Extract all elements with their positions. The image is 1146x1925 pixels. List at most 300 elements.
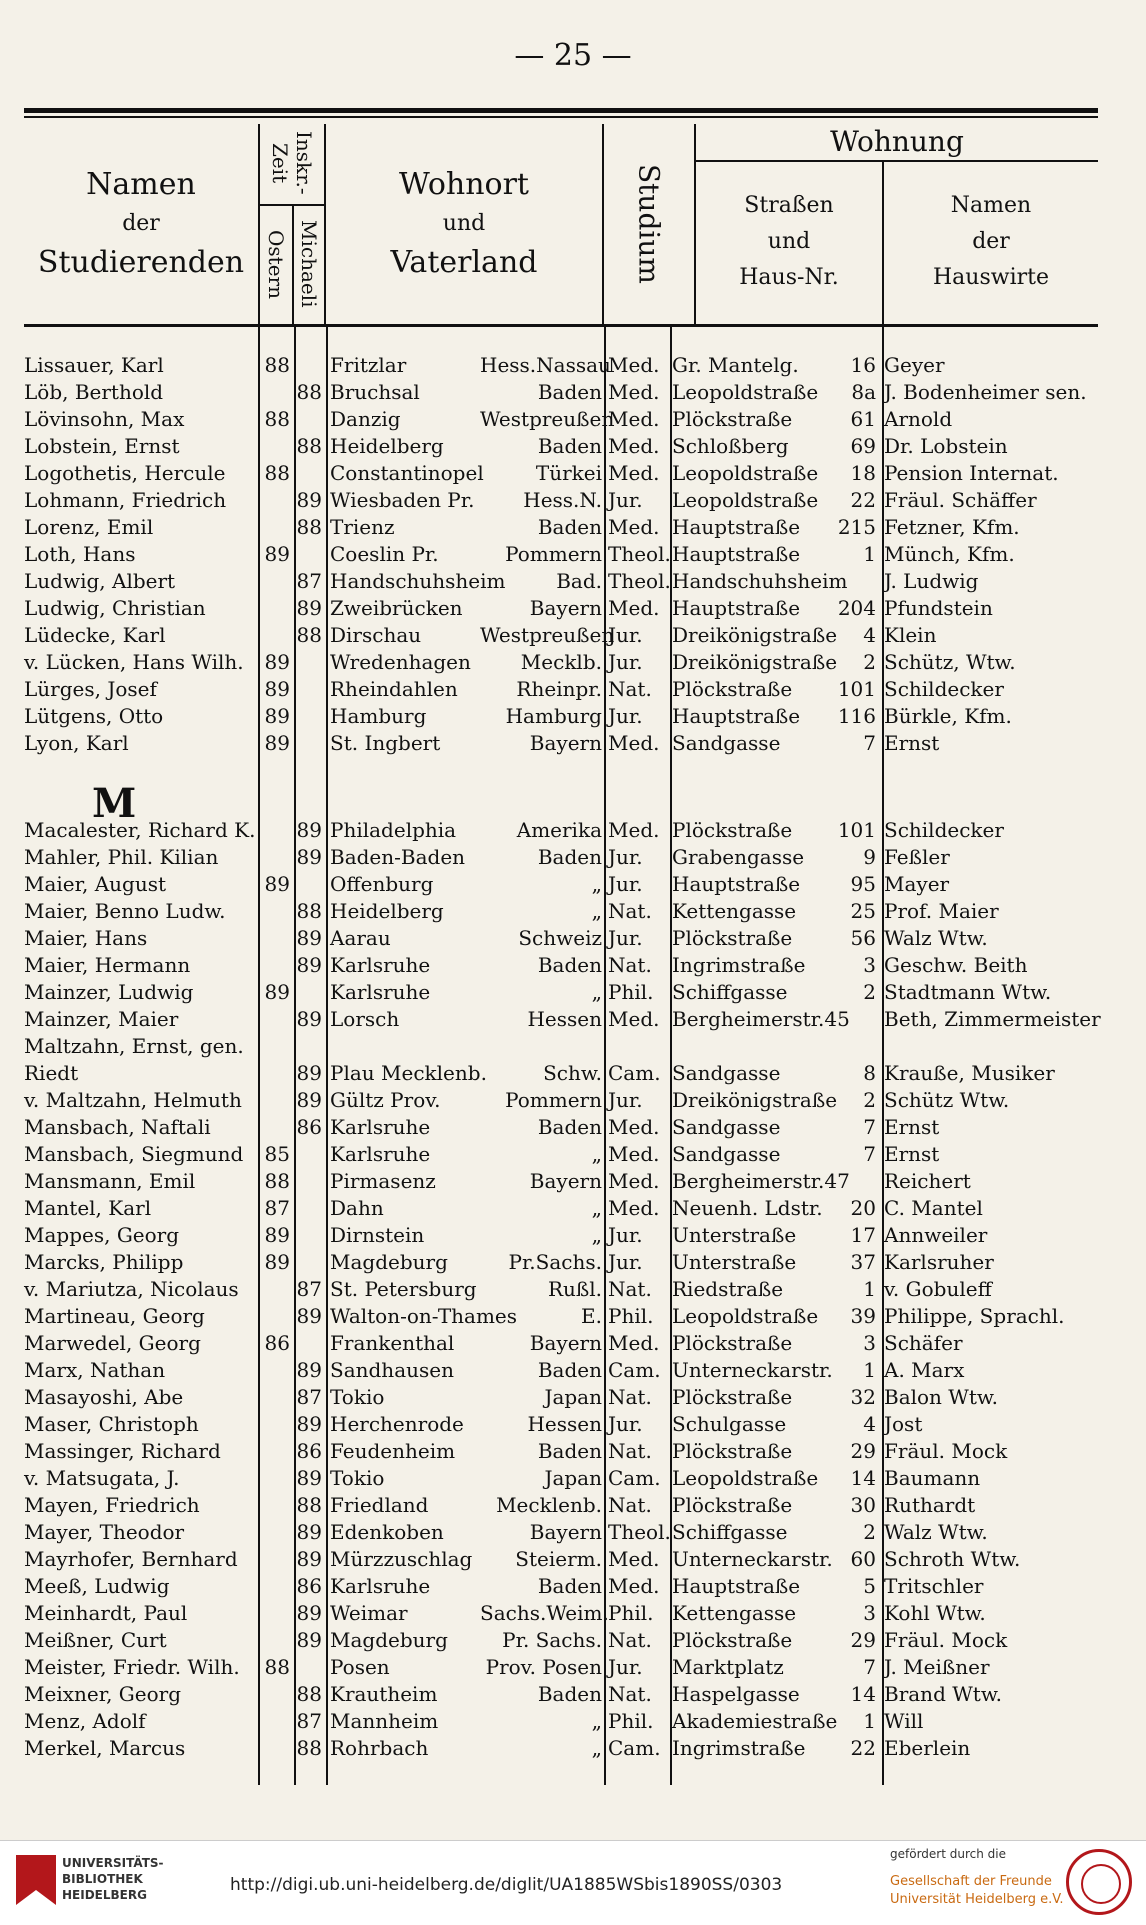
header-hauswirte: Namen der Hauswirte — [932, 193, 1049, 290]
cell-stud: Cam. — [608, 1061, 661, 1085]
cell-str: Unterneckarstr. — [672, 1547, 833, 1571]
cell-str: Schiffgasse — [672, 980, 788, 1004]
cell-str: Schloßberg — [672, 434, 789, 458]
cell-m: 88 — [296, 1736, 322, 1760]
table-row — [24, 898, 1098, 925]
cell-name: Maier, Hermann — [24, 953, 191, 977]
cell-wirt: Will — [884, 1709, 924, 1733]
cell-ort: Dirnstein — [330, 1223, 425, 1247]
table-row — [24, 703, 1098, 730]
cell-nr: 18 — [850, 461, 876, 485]
cell-stud: Jur. — [608, 1223, 643, 1247]
cell-ort: Gültz Prov. — [330, 1088, 441, 1112]
cell-m: 86 — [296, 1439, 322, 1463]
cell-nr: 7 — [863, 1115, 876, 1139]
cell-m: 89 — [296, 953, 322, 977]
table-row — [24, 379, 1098, 406]
cell-ort: Lorsch — [330, 1007, 400, 1031]
cell-land: Baden — [537, 380, 602, 404]
cell-stud: Phil. — [608, 980, 654, 1004]
cell-stud: Phil. — [608, 1304, 654, 1328]
cell-name: Massinger, Richard — [24, 1439, 221, 1463]
cell-ort: Karlsruhe — [330, 1142, 431, 1166]
cell-nr: 29 — [850, 1439, 876, 1463]
cell-m: 89 — [296, 1088, 322, 1112]
cell-str: Riedstraße — [672, 1277, 784, 1301]
cell-wirt: v. Gobuleff — [884, 1277, 992, 1301]
cell-land: Baden — [537, 1439, 602, 1463]
header-wohnort: Wohnort und Vaterland — [326, 124, 604, 324]
cell-ort: Offenburg — [330, 872, 434, 896]
table-row — [24, 1168, 1098, 1195]
cell-str: Plöckstraße — [672, 1493, 793, 1517]
cell-land: Sachs.Weim. — [480, 1601, 609, 1625]
cell-str: Schiffgasse — [672, 1520, 788, 1544]
cell-name: Ludwig, Christian — [24, 596, 206, 620]
cell-nr: 1 — [863, 1709, 876, 1733]
table-row — [24, 541, 1098, 568]
table-row — [24, 1681, 1098, 1708]
cell-ort: Coeslin Pr. — [330, 542, 439, 566]
cell-land: Pr. Sachs. — [502, 1628, 602, 1652]
library-name: UNIVERSITÄTS- BIBLIOTHEK HEIDELBERG — [62, 1856, 164, 1902]
cell-nr: 1 — [863, 1277, 876, 1301]
cell-name: Menz, Adolf — [24, 1709, 146, 1733]
cell-stud: Theol. — [608, 542, 671, 566]
cell-ort: Walton-on-Thames — [330, 1304, 518, 1328]
cell-nr: 2 — [863, 1520, 876, 1544]
cell-ort: Magdeburg — [330, 1628, 448, 1652]
cell-wirt: Pension Internat. — [884, 461, 1059, 485]
cell-name: v. Lücken, Hans Wilh. — [24, 650, 244, 674]
cell-nr: 61 — [850, 407, 876, 431]
cell-ort: Karlsruhe — [330, 953, 431, 977]
cell-str: Haspelgasse — [672, 1682, 800, 1706]
cell-ort: Karlsruhe — [330, 1115, 431, 1139]
cell-ort: Heidelberg — [330, 899, 444, 923]
cell-nr: 3 — [863, 953, 876, 977]
cell-nr: 69 — [850, 434, 876, 458]
cell-land: Hess.N. — [523, 488, 602, 512]
table-row — [24, 568, 1098, 595]
cell-o: 89 — [264, 542, 290, 566]
cell-str: Ingrimstraße — [672, 1736, 806, 1760]
cell-str: Schulgasse — [672, 1412, 787, 1436]
header-strassen: Straßen und Haus-Nr. — [696, 160, 884, 324]
cell-land: Schw. — [543, 1061, 602, 1085]
cell-land: Hamburg — [505, 704, 602, 728]
cell-wirt: Tritschler — [884, 1574, 984, 1598]
cell-name: Mayen, Friedrich — [24, 1493, 200, 1517]
cell-nr: 1 — [863, 1358, 876, 1382]
cell-str: Plöckstraße — [672, 1439, 793, 1463]
cell-stud: Nat. — [608, 1682, 652, 1706]
cell-name: Lobstein, Ernst — [24, 434, 180, 458]
cell-land: Bayern — [529, 596, 602, 620]
cell-stud: Nat. — [608, 899, 652, 923]
cell-land: Japan — [544, 1385, 602, 1409]
cell-m: 87 — [296, 1385, 322, 1409]
table-row — [24, 1519, 1098, 1546]
cell-m: 86 — [296, 1115, 322, 1139]
cell-str: Bergheimerstr.47 — [672, 1169, 850, 1193]
top-rule — [24, 108, 1098, 113]
cell-name: Lüdecke, Karl — [24, 623, 166, 647]
cell-ort: Hamburg — [330, 704, 427, 728]
cell-stud: Cam. — [608, 1736, 661, 1760]
cell-stud: Med. — [608, 353, 660, 377]
cell-o: 88 — [264, 1169, 290, 1193]
table-row — [24, 1114, 1098, 1141]
cell-ort: Pirmasenz — [330, 1169, 436, 1193]
cell-ort: Bruchsal — [330, 380, 420, 404]
cell-land: Mecklb. — [520, 650, 602, 674]
cell-m: 88 — [296, 1682, 322, 1706]
cell-wirt: Münch, Kfm. — [884, 542, 1015, 566]
cell-stud: Med. — [608, 1196, 660, 1220]
cell-m: 88 — [296, 1493, 322, 1517]
cell-str: Dreikönigstraße — [672, 623, 838, 647]
cell-ort: Plau Mecklenb. — [330, 1061, 487, 1085]
table-row — [24, 1492, 1098, 1519]
cell-stud: Jur. — [608, 1412, 643, 1436]
cell-wirt: Klein — [884, 623, 937, 647]
cell-ort: Constantinopel — [330, 461, 484, 485]
cell-stud: Med. — [608, 461, 660, 485]
cell-stud: Cam. — [608, 1358, 661, 1382]
cell-nr: 204 — [837, 596, 876, 620]
cell-str: Handschuhsheim — [672, 569, 848, 593]
cell-str: Sandgasse — [672, 1115, 781, 1139]
cell-nr: 7 — [863, 1655, 876, 1679]
cell-land: Hessen — [527, 1007, 602, 1031]
cell-str: Leopoldstraße — [672, 488, 819, 512]
cell-wirt: Fetzner, Kfm. — [884, 515, 1020, 539]
cell-m: 88 — [296, 434, 322, 458]
cell-nr: 101 — [837, 818, 876, 842]
cell-name: Mainzer, Ludwig — [24, 980, 194, 1004]
cell-m: 89 — [296, 488, 322, 512]
cell-stud: Phil. — [608, 1709, 654, 1733]
cell-stud: Jur. — [608, 704, 643, 728]
cell-str: Neuenh. Ldstr. — [672, 1196, 823, 1220]
cell-name: Mansbach, Siegmund — [24, 1142, 244, 1166]
cell-nr: 25 — [850, 899, 876, 923]
cell-stud: Jur. — [608, 488, 643, 512]
cell-land: Mecklenb. — [496, 1493, 602, 1517]
cell-land: „ — [591, 1709, 602, 1733]
cell-wirt: Schütz, Wtw. — [884, 650, 1016, 674]
cell-land: Steierm. — [515, 1547, 602, 1571]
table-row — [24, 979, 1098, 1006]
cell-name: Mappes, Georg — [24, 1223, 180, 1247]
funded-by-label: gefördert durch die — [890, 1847, 1006, 1861]
cell-nr: 4 — [863, 623, 876, 647]
cell-m: 88 — [296, 380, 322, 404]
cell-stud: Nat. — [608, 677, 652, 701]
cell-wirt: Jost — [884, 1412, 923, 1436]
cell-m: 89 — [296, 818, 322, 842]
cell-stud: Theol. — [608, 1520, 671, 1544]
cell-name: Maier, Benno Ludw. — [24, 899, 226, 923]
cell-m: 88 — [296, 623, 322, 647]
table-row — [24, 433, 1098, 460]
society-name: Gesellschaft der Freunde Universität Heidelberg e.V. — [890, 1874, 1064, 1907]
cell-wirt: Kraußе, Musiker — [884, 1061, 1055, 1085]
cell-wirt: C. Mantel — [884, 1196, 983, 1220]
table-row — [24, 487, 1098, 514]
table-row — [24, 1654, 1098, 1681]
table-row — [24, 925, 1098, 952]
cell-ort: Heidelberg — [330, 434, 444, 458]
cell-land: E. — [581, 1304, 602, 1328]
cell-ort: Dahn — [330, 1196, 384, 1220]
cell-nr: 8 — [863, 1061, 876, 1085]
cell-m: 89 — [296, 596, 322, 620]
table-row — [24, 1600, 1098, 1627]
university-seal-icon — [1066, 1849, 1132, 1915]
cell-name: Mansbach, Naftali — [24, 1115, 211, 1139]
cell-ort: Wiesbaden Pr. — [330, 488, 475, 512]
cell-str: Dreikönigstraße — [672, 650, 838, 674]
cell-m: 89 — [296, 1304, 322, 1328]
cell-land: Bayern — [529, 1169, 602, 1193]
cell-o: 89 — [264, 704, 290, 728]
cell-nr: 37 — [850, 1250, 876, 1274]
cell-str: Kettengasse — [672, 899, 797, 923]
cell-land: Westpreußen — [480, 623, 615, 647]
cell-stud: Jur. — [608, 845, 643, 869]
cell-ort: Trienz — [330, 515, 395, 539]
cell-name: Marx, Nathan — [24, 1358, 166, 1382]
table-row — [24, 676, 1098, 703]
cell-name: Macalester, Richard K. — [24, 818, 256, 842]
cell-wirt: Fräul. Schäffer — [884, 488, 1037, 512]
cell-stud: Med. — [608, 1115, 660, 1139]
cell-nr: 14 — [850, 1466, 876, 1490]
cell-name: Mainzer, Maier — [24, 1007, 179, 1031]
cell-stud: Med. — [608, 1574, 660, 1598]
cell-o: 89 — [264, 1223, 290, 1247]
cell-stud: Nat. — [608, 1628, 652, 1652]
cell-ort: Karlsruhe — [330, 1574, 431, 1598]
cell-name: Logothetis, Hercule — [24, 461, 226, 485]
cell-land: Amerika — [516, 818, 602, 842]
cell-stud: Jur. — [608, 1655, 643, 1679]
cell-stud: Med. — [608, 1331, 660, 1355]
cell-land: Baden — [537, 845, 602, 869]
cell-wirt: Ruthardt — [884, 1493, 976, 1517]
cell-nr: 5 — [863, 1574, 876, 1598]
cell-land: Bad. — [556, 569, 602, 593]
cell-name: Lövinsohn, Max — [24, 407, 185, 431]
table-row — [24, 1195, 1098, 1222]
cell-name: Mayrhofer, Bernhard — [24, 1547, 238, 1571]
cell-str: Plöckstraße — [672, 407, 793, 431]
cell-stud: Phil. — [608, 1601, 654, 1625]
cell-name: Mayer, Theodor — [24, 1520, 185, 1544]
cell-nr: 3 — [863, 1601, 876, 1625]
cell-str: Plöckstraße — [672, 926, 793, 950]
cell-wirt: Dr. Lobstein — [884, 434, 1008, 458]
cell-nr: 8a — [851, 380, 876, 404]
cell-str: Unterstraße — [672, 1250, 797, 1274]
cell-name: Meeß, Ludwig — [24, 1574, 170, 1598]
cell-name: Riedt — [24, 1061, 79, 1085]
cell-stud: Med. — [608, 1169, 660, 1193]
cell-name: Mahler, Phil. Kilian — [24, 845, 219, 869]
cell-stud: Jur. — [608, 926, 643, 950]
table-row — [24, 844, 1098, 871]
cell-land: Baden — [537, 1682, 602, 1706]
cell-o: 86 — [264, 1331, 290, 1355]
cell-nr: 29 — [850, 1628, 876, 1652]
cell-name: Meißner, Curt — [24, 1628, 167, 1652]
section-letter: M — [92, 780, 137, 827]
cell-stud: Nat. — [608, 1277, 652, 1301]
cell-name: Maier, Hans — [24, 926, 148, 950]
cell-stud: Jur. — [608, 1088, 643, 1112]
cell-land: Prov. Posen — [485, 1655, 602, 1679]
cell-m: 89 — [296, 1007, 322, 1031]
cell-ort: Feudenheim — [330, 1439, 456, 1463]
cell-wirt: Prof. Maier — [884, 899, 999, 923]
table-row — [24, 595, 1098, 622]
cell-nr: 20 — [850, 1196, 876, 1220]
cell-wirt: Schroth Wtw. — [884, 1547, 1021, 1571]
cell-wirt: Fräul. Mock — [884, 1439, 1008, 1463]
cell-o: 88 — [264, 461, 290, 485]
cell-ort: Sandhausen — [330, 1358, 454, 1382]
cell-wirt: Geschw. Beith — [884, 953, 1028, 977]
cell-stud: Med. — [608, 818, 660, 842]
cell-stud: Med. — [608, 407, 660, 431]
table-row — [24, 1465, 1098, 1492]
cell-ort: Aarau — [330, 926, 391, 950]
cell-wirt: Fräul. Mock — [884, 1628, 1008, 1652]
cell-m: 87 — [296, 569, 322, 593]
cell-name: Marcks, Philipp — [24, 1250, 184, 1274]
cell-nr: 2 — [863, 980, 876, 1004]
header-wohnung: Wohnung — [830, 125, 964, 158]
cell-o: 85 — [264, 1142, 290, 1166]
cell-land: Bayern — [529, 1520, 602, 1544]
cell-ort: Tokio — [330, 1466, 385, 1490]
cell-name: Ludwig, Albert — [24, 569, 176, 593]
cell-name: Lohmann, Friedrich — [24, 488, 227, 512]
cell-stud: Nat. — [608, 1385, 652, 1409]
cell-o: 89 — [264, 650, 290, 674]
cell-str: Ingrimstraße — [672, 953, 806, 977]
cell-wirt: Geyer — [884, 353, 945, 377]
cell-wirt: Karlsruher — [884, 1250, 994, 1274]
cell-name: Masayoshi, Abe — [24, 1385, 184, 1409]
table-row — [24, 871, 1098, 898]
cell-ort: Fritzlar — [330, 353, 407, 377]
cell-land: Pommern — [505, 542, 602, 566]
cell-land: Hess.Nassau — [480, 353, 611, 377]
cell-str: Sandgasse — [672, 731, 781, 755]
cell-m: 89 — [296, 1628, 322, 1652]
cell-stud: Nat. — [608, 1439, 652, 1463]
header-ostern: Ostern — [260, 204, 294, 324]
cell-m: 86 — [296, 1574, 322, 1598]
cell-ort: Magdeburg — [330, 1250, 448, 1274]
cell-str: Bergheimerstr.45 — [672, 1007, 850, 1031]
cell-nr: 7 — [863, 731, 876, 755]
cell-stud: Nat. — [608, 953, 652, 977]
cell-nr: 2 — [863, 1088, 876, 1112]
cell-stud: Med. — [608, 515, 660, 539]
cell-o: 88 — [264, 353, 290, 377]
cell-nr: 32 — [850, 1385, 876, 1409]
cell-m: 89 — [296, 1601, 322, 1625]
cell-stud: Med. — [608, 596, 660, 620]
cell-wirt: J. Ludwig — [884, 569, 979, 593]
cell-name: Maier, August — [24, 872, 167, 896]
cell-land: „ — [591, 1223, 602, 1247]
cell-wirt: Balon Wtw. — [884, 1385, 998, 1409]
cell-name: Marwedel, Georg — [24, 1331, 201, 1355]
cell-str: Plöckstraße — [672, 1331, 793, 1355]
cell-m: 89 — [296, 1412, 322, 1436]
cell-str: Hauptstraße — [672, 542, 801, 566]
cell-ort: Frankenthal — [330, 1331, 455, 1355]
cell-nr: 3 — [863, 1331, 876, 1355]
table-row — [24, 649, 1098, 676]
cell-name: Lissauer, Karl — [24, 353, 164, 377]
cell-ort: Edenkoben — [330, 1520, 444, 1544]
cell-str: Akademiestraße — [672, 1709, 838, 1733]
cell-str: Unterstraße — [672, 1223, 797, 1247]
cell-o: 89 — [264, 677, 290, 701]
cell-name: Meinhardt, Paul — [24, 1601, 188, 1625]
cell-wirt: Pfundstein — [884, 596, 993, 620]
source-url-link[interactable]: http://digi.ub.uni-heidelberg.de/diglit/UA1885WSbis1890SS/0303 — [230, 1875, 783, 1895]
cell-name: Merkel, Marcus — [24, 1736, 186, 1760]
table-row — [24, 1627, 1098, 1654]
cell-o: 88 — [264, 407, 290, 431]
cell-m: 89 — [296, 1061, 322, 1085]
table-row — [24, 352, 1098, 379]
page-number: — 25 — — [514, 38, 632, 73]
cell-wirt: Mayer — [884, 872, 950, 896]
cell-land: Schweiz — [518, 926, 602, 950]
cell-name: Mansmann, Emil — [24, 1169, 196, 1193]
cell-nr: 116 — [837, 704, 876, 728]
table-row — [24, 1411, 1098, 1438]
header-michaeli: Michaeli — [294, 204, 326, 324]
cell-land: Rheinpr. — [516, 677, 602, 701]
cell-land: Pommern — [505, 1088, 602, 1112]
cell-land: Baden — [537, 1574, 602, 1598]
table-row — [24, 1033, 1098, 1060]
cell-str: Plöckstraße — [672, 677, 793, 701]
cell-wirt: Schildecker — [884, 818, 1004, 842]
cell-nr: 95 — [850, 872, 876, 896]
cell-ort: Weimar — [330, 1601, 408, 1625]
cell-name: Loth, Hans — [24, 542, 136, 566]
cell-stud: Med. — [608, 434, 660, 458]
cell-wirt: Feßler — [884, 845, 950, 869]
cell-m: 88 — [296, 899, 322, 923]
cell-wirt: Schäfer — [884, 1331, 963, 1355]
cell-wirt: Eberlein — [884, 1736, 971, 1760]
cell-land: Baden — [537, 515, 602, 539]
cell-land: Hessen — [527, 1412, 602, 1436]
cell-ort: Danzig — [330, 407, 401, 431]
cell-stud: Med. — [608, 380, 660, 404]
